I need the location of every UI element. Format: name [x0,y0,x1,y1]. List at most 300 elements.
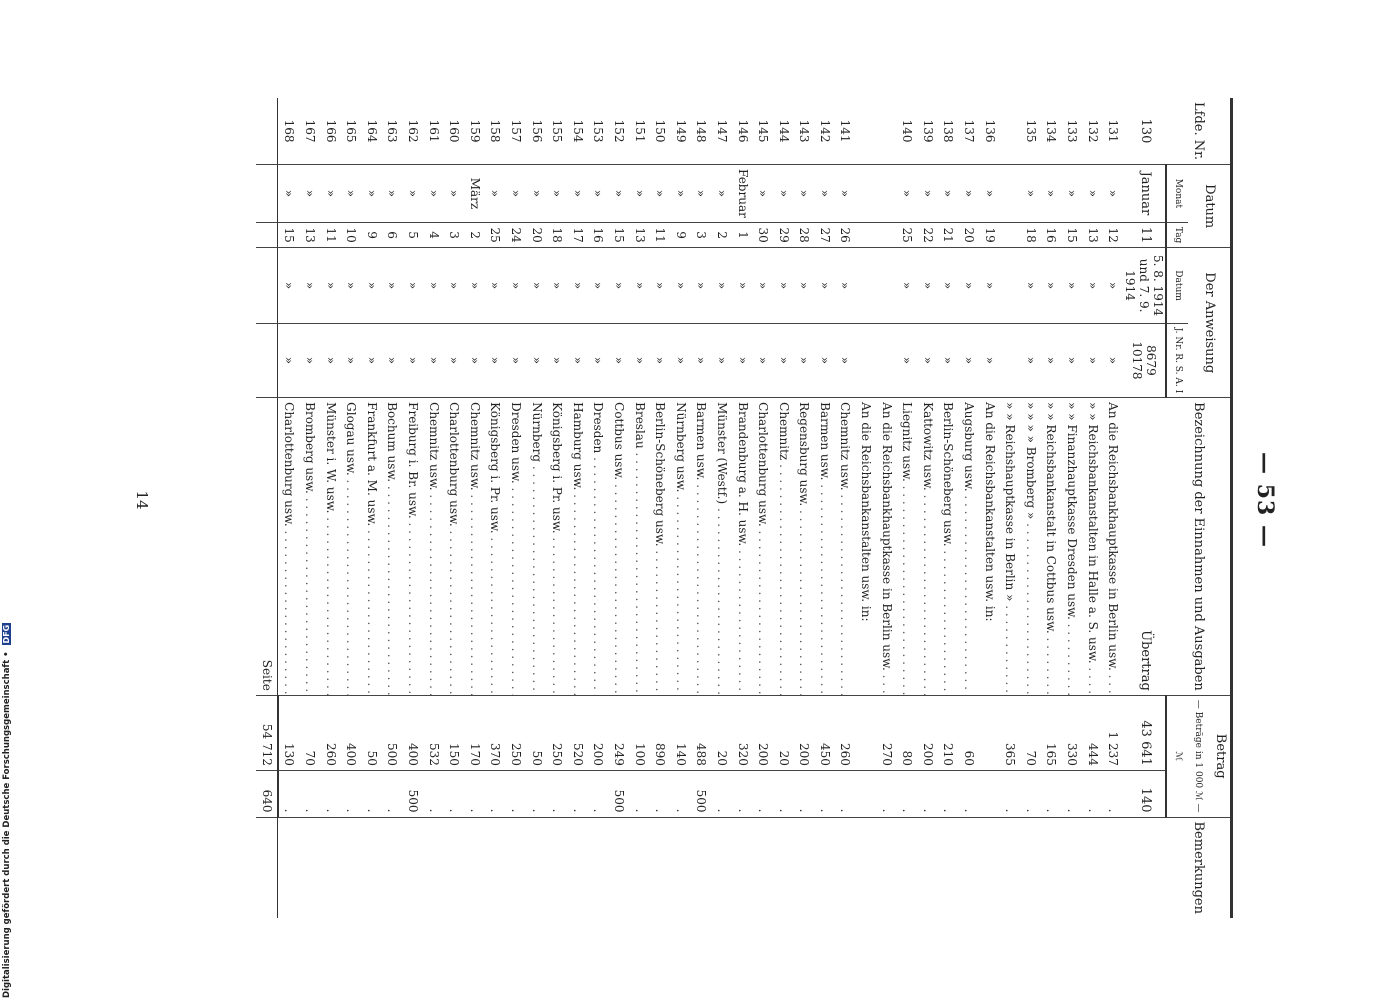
row-betrag: 200 [794,695,815,770]
ledger-table [256,98,1233,918]
row-anw-datum: » [979,248,1000,323]
row-betrag2: . [876,770,897,817]
row-nr: 150 [653,119,668,143]
row-betrag: 444 [1082,695,1103,770]
row-tag: 13 [1082,222,1103,248]
row-anw-datum: » [670,248,691,323]
row-betrag: 80 [897,695,918,770]
digitization-credit [2,606,12,998]
row-anw-jnr: » [382,323,403,397]
row-betrag: 200 [753,695,774,770]
row-anw-jnr: » [1082,323,1103,397]
row-monat: » [485,165,506,223]
row-nr: 152 [611,119,626,143]
row-monat: » [361,165,382,223]
row-anw-jnr: » [1103,323,1124,397]
row-betrag: 500 [382,695,403,770]
row-betrag2: 500 [608,770,629,817]
row-bemerkung [794,817,815,918]
row-nr: 163 [385,119,400,143]
row-betrag2: . [444,770,465,817]
row-nr: 156 [529,119,544,143]
row-tag: 15 [1061,222,1082,248]
row-betrag: 400 [341,695,362,770]
table-row [1041,98,1062,918]
row-monat: » [588,165,609,223]
page-title: — 53 — [1252,452,1278,548]
row-monat: » [650,165,671,223]
row-bemerkung [485,817,506,918]
table-row [958,98,979,918]
row-betrag: 150 [444,695,465,770]
row-betrag2: . [814,770,835,817]
row-anw-datum: » [1082,248,1103,323]
row-anw-jnr: » [938,323,959,397]
row-betrag2: . [670,770,691,817]
table-row [361,98,382,918]
header-betrag-sub: — Beträge in 1 000 ℳ — [1193,699,1204,813]
row-nr: 154 [570,119,585,143]
row-bemerkung [464,817,485,918]
table-row [567,98,588,918]
row-betrag2: . [299,770,320,817]
row-monat [856,165,877,223]
row-bemerkung [505,817,526,918]
row-anw-jnr: » [629,323,650,397]
row-nr: 162 [406,119,421,143]
row-anw-datum: » [464,248,485,323]
header-betrag [1188,695,1232,817]
row-betrag [856,695,877,770]
row-nr [1000,98,1021,165]
table-row [773,98,794,918]
table-row [423,98,444,918]
table-row [1061,98,1082,918]
row-anw-jnr: » [423,323,444,397]
row-tag: 11 [320,222,341,248]
row-text: An die Reichsbankanstalten usw. in: [856,398,877,696]
row-anw-jnr: » [444,323,465,397]
row-bemerkung [526,817,547,918]
table-row [382,98,403,918]
row-anw-jnr: » [402,323,423,397]
row-monat: » [794,165,815,223]
row-tag: 12 [1103,222,1124,248]
row-tag [1000,222,1021,248]
row-text: Liegnitz usw. . . . [897,398,918,696]
row-anw-jnr: » [691,323,712,397]
row-betrag2: . [361,770,382,817]
row-betrag: 250 [547,695,568,770]
row-tag: 26 [835,222,856,248]
row-anw-jnr: » [320,323,341,397]
row-nr: 158 [488,119,503,143]
table-row [608,98,629,918]
row-anw-datum: » [897,248,918,323]
row-tag: 15 [608,222,629,248]
row-anw-jnr: » [650,323,671,397]
row-betrag: 532 [423,695,444,770]
row-nr: 148 [694,119,709,143]
row-monat: » [835,165,856,223]
row-anw-datum: » [588,248,609,323]
carry-tag: 11 [1123,222,1166,248]
table-row [876,98,897,918]
row-bemerkung [299,817,320,918]
row-nr: 139 [920,119,935,143]
row-anw-datum: » [629,248,650,323]
row-tag: 24 [505,222,526,248]
row-anw-datum: » [835,248,856,323]
row-anw-jnr: » [814,323,835,397]
row-monat: » [753,165,774,223]
carry-betrag2: 140 [1123,770,1166,817]
row-betrag: 370 [485,695,506,770]
header-betrag-unit: ℳ [1166,695,1188,817]
row-anw-jnr: » [485,323,506,397]
row-nr: 133 [1065,119,1080,143]
row-anw-datum: » [753,248,774,323]
row-anw-jnr [856,323,877,397]
table-header [1166,98,1231,918]
row-text: An die Reichsbankhauptkasse in Berlin usw. . . . [1103,398,1124,696]
table-row [917,98,938,918]
row-betrag2: . [278,770,300,817]
row-monat: » [629,165,650,223]
header-tag: Tag [1166,222,1188,248]
row-betrag2: . [794,770,815,817]
row-monat: » [773,165,794,223]
table-row [856,98,877,918]
row-nr: 141 [838,119,853,143]
row-text: Chemnitz usw. . . . [464,398,485,696]
row-monat: » [917,165,938,223]
carry-betrag: 43 641 [1123,695,1166,770]
row-bemerkung [423,817,444,918]
table-row [485,98,506,918]
row-monat: » [567,165,588,223]
row-nr [856,98,877,165]
row-anw-datum: » [505,248,526,323]
row-betrag [979,695,1000,770]
row-text: Bromberg usw. . . . [299,398,320,696]
row-betrag2: . [897,770,918,817]
row-betrag: 249 [608,695,629,770]
row-bemerkung [444,817,465,918]
row-bemerkung [567,817,588,918]
row-betrag2: . [547,770,568,817]
row-text: Münster i. W. usw. . . . [320,398,341,696]
row-betrag2: . [1061,770,1082,817]
row-bemerkung [547,817,568,918]
row-nr: 153 [591,119,606,143]
row-betrag2: . [1000,770,1021,817]
row-anw-jnr: » [505,323,526,397]
row-tag: 25 [485,222,506,248]
row-bemerkung [876,817,897,918]
row-text: Charlottenburg usw. . . . [444,398,465,696]
row-betrag2: . [1082,770,1103,817]
row-anw-datum: » [382,248,403,323]
row-tag: 2 [711,222,732,248]
row-anw-datum: » [814,248,835,323]
table-row [505,98,526,918]
row-betrag: 270 [876,695,897,770]
row-text: Brandenburg a. H. usw. . . . [732,398,753,696]
row-betrag2 [979,770,1000,817]
row-betrag: 450 [814,695,835,770]
row-betrag: 130 [278,695,300,770]
table-row [1020,98,1041,918]
row-tag: 22 [917,222,938,248]
row-nr: 138 [941,119,956,143]
row-monat: » [711,165,732,223]
row-anw-jnr: » [835,323,856,397]
row-anw-datum: » [1020,248,1041,323]
row-monat: » [1041,165,1062,223]
row-monat: » [402,165,423,223]
row-text: Freiburg i. Br. usw. . . . [402,398,423,696]
row-tag: 5 [402,222,423,248]
row-text: An die Reichsbankanstalten usw. in: [979,398,1000,696]
carry-nr: 130 [1138,118,1154,144]
row-betrag2: . [753,770,774,817]
row-betrag2: . [629,770,650,817]
row-tag: 16 [588,222,609,248]
header-monat: Monat [1166,165,1188,223]
row-anw-jnr: » [897,323,918,397]
carry-row [1123,98,1166,918]
row-tag: 2 [464,222,485,248]
row-betrag: 320 [732,695,753,770]
row-betrag: 330 [1061,695,1082,770]
row-monat: März [464,165,485,223]
table-row [444,98,465,918]
row-monat: » [670,165,691,223]
row-betrag: 260 [320,695,341,770]
row-anw-datum [856,248,877,323]
credit-text: Digitalisierung gefördert durch die Deutsche Forschungsgemeinschaft • [2,651,12,998]
table-row [299,98,320,918]
row-tag: 28 [794,222,815,248]
row-text: Cottbus usw. . . . [608,398,629,696]
row-betrag2: . [1103,770,1124,817]
carry-bemerkung [1123,817,1166,918]
row-nr: 155 [550,119,565,143]
table-row [711,98,732,918]
row-tag: 19 [979,222,1000,248]
row-betrag: 50 [526,695,547,770]
row-text: Königsberg i. Pr. usw. . . . [485,398,506,696]
row-monat: » [526,165,547,223]
row-nr: 160 [447,119,462,143]
row-anw-jnr: » [773,323,794,397]
row-text: An die Reichsbankhauptkasse in Berlin usw. . . . [876,398,897,696]
footer-empty-bemerkung [256,817,278,918]
row-bemerkung [278,817,300,918]
row-monat [1000,165,1021,223]
header-anweisung: Der Anweisung [1188,248,1232,398]
row-betrag2: . [1041,770,1062,817]
row-text: Hamburg usw. . . . [567,398,588,696]
table-row [670,98,691,918]
carry-text: Übertrag [1123,398,1166,696]
row-bemerkung [1103,817,1124,918]
row-anw-datum: » [938,248,959,323]
row-betrag: 365 [1000,695,1021,770]
row-monat: » [938,165,959,223]
row-bemerkung [711,817,732,918]
row-betrag2: . [341,770,362,817]
carry-monat: Januar [1123,165,1166,223]
row-bemerkung [753,817,774,918]
row-anw-datum: » [341,248,362,323]
row-anw-datum: » [1061,248,1082,323]
row-betrag: 50 [361,695,382,770]
row-tag [876,222,897,248]
row-betrag2: . [917,770,938,817]
row-text: Nürnberg usw. . . . [670,398,691,696]
row-anw-jnr: » [753,323,774,397]
row-betrag: 488 [691,695,712,770]
row-anw-datum: » [402,248,423,323]
row-anw-datum: » [361,248,382,323]
row-anw-datum: » [444,248,465,323]
row-text: Breslau . . . [629,398,650,696]
row-bemerkung [608,817,629,918]
row-bemerkung [341,817,362,918]
row-tag: 15 [278,222,300,248]
footer-betrag2: 640 [256,770,278,817]
row-bemerkung [1020,817,1041,918]
row-text: Nürnberg . . . [526,398,547,696]
row-monat: » [814,165,835,223]
row-tag: 10 [341,222,362,248]
credit-line [2,606,12,998]
row-anw-jnr: » [341,323,362,397]
table-row [341,98,362,918]
row-betrag: 400 [402,695,423,770]
row-monat: » [547,165,568,223]
header-lfde-nr: Lfde. Nr. [1191,102,1207,161]
row-text: Münster (Westf.) . . . [711,398,732,696]
row-nr: 145 [756,119,771,143]
row-betrag: 260 [835,695,856,770]
row-anw-datum: » [773,248,794,323]
row-betrag2 [856,770,877,817]
row-monat: » [505,165,526,223]
row-bemerkung [402,817,423,918]
row-anw-datum: » [650,248,671,323]
row-monat: » [1020,165,1041,223]
row-nr: 165 [344,119,359,143]
row-monat: » [320,165,341,223]
footer-empty-tag [256,222,278,248]
row-bemerkung [650,817,671,918]
row-betrag2: . [773,770,794,817]
row-betrag2: . [588,770,609,817]
row-tag: 13 [299,222,320,248]
row-monat: » [278,165,300,223]
row-betrag: 60 [958,695,979,770]
row-tag: 3 [691,222,712,248]
row-monat: » [423,165,444,223]
row-bemerkung [814,817,835,918]
row-text: Chemnitz usw. . . . [423,398,444,696]
table-row [1103,98,1124,918]
row-tag: 21 [938,222,959,248]
row-tag [856,222,877,248]
header-anw-datum: Datum [1166,248,1188,323]
header-bezeichnung: Bezeichnung der Einnahmen und Ausgaben [1166,398,1231,696]
table-row [814,98,835,918]
row-nr: 132 [1085,119,1100,143]
table-row [547,98,568,918]
row-anw-datum: » [958,248,979,323]
footer-empty-nr [256,98,278,165]
row-anw-jnr: » [608,323,629,397]
row-bemerkung [856,817,877,918]
row-betrag: 200 [917,695,938,770]
row-tag: 6 [382,222,403,248]
row-nr: 134 [1044,119,1059,143]
row-anw-datum [1000,248,1021,323]
row-text: Chemnitz usw. . . . [835,398,856,696]
row-anw-jnr: » [958,323,979,397]
table-row [732,98,753,918]
row-text: Berlin-Schöneberg usw. . . . [650,398,671,696]
row-anw-jnr: » [547,323,568,397]
row-betrag2: . [320,770,341,817]
row-text: Kattowitz usw. . . . [917,398,938,696]
row-text: » » Reichshauptkasse in Berlin » . . . [1000,398,1021,696]
row-text: » » » » Bromberg » . . . [1020,398,1041,696]
row-text: Frankfurt a. M. usw. . . . [361,398,382,696]
row-anw-jnr: » [1041,323,1062,397]
row-tag: 9 [670,222,691,248]
row-bemerkung [361,817,382,918]
table-row [691,98,712,918]
row-betrag: 520 [567,695,588,770]
row-betrag2: . [382,770,403,817]
row-anw-datum: » [794,248,815,323]
row-betrag2: . [650,770,671,817]
row-nr: 135 [1023,119,1038,143]
row-anw-datum: » [711,248,732,323]
row-betrag: 165 [1041,695,1062,770]
row-anw-jnr: » [361,323,382,397]
dfg-logo: DFG [2,624,11,644]
row-text: Charlottenburg usw. . . . [753,398,774,696]
header-datum: Datum [1188,165,1232,248]
row-text: Charlottenburg usw. . . . [278,398,300,696]
footer-empty-anw-jnr [256,323,278,397]
row-tag: 20 [526,222,547,248]
row-tag: 16 [1041,222,1062,248]
row-nr: 151 [632,119,647,143]
row-betrag2: . [464,770,485,817]
row-bemerkung [897,817,918,918]
row-betrag2: . [958,770,979,817]
row-betrag: 170 [464,695,485,770]
row-tag: 1 [732,222,753,248]
row-text: Augsburg usw. . . . [958,398,979,696]
row-anw-jnr: » [588,323,609,397]
row-text: Königsberg i. Pr. usw. . . . [547,398,568,696]
row-anw-datum: » [278,248,300,323]
row-bemerkung [1000,817,1021,918]
row-nr: 142 [817,119,832,143]
